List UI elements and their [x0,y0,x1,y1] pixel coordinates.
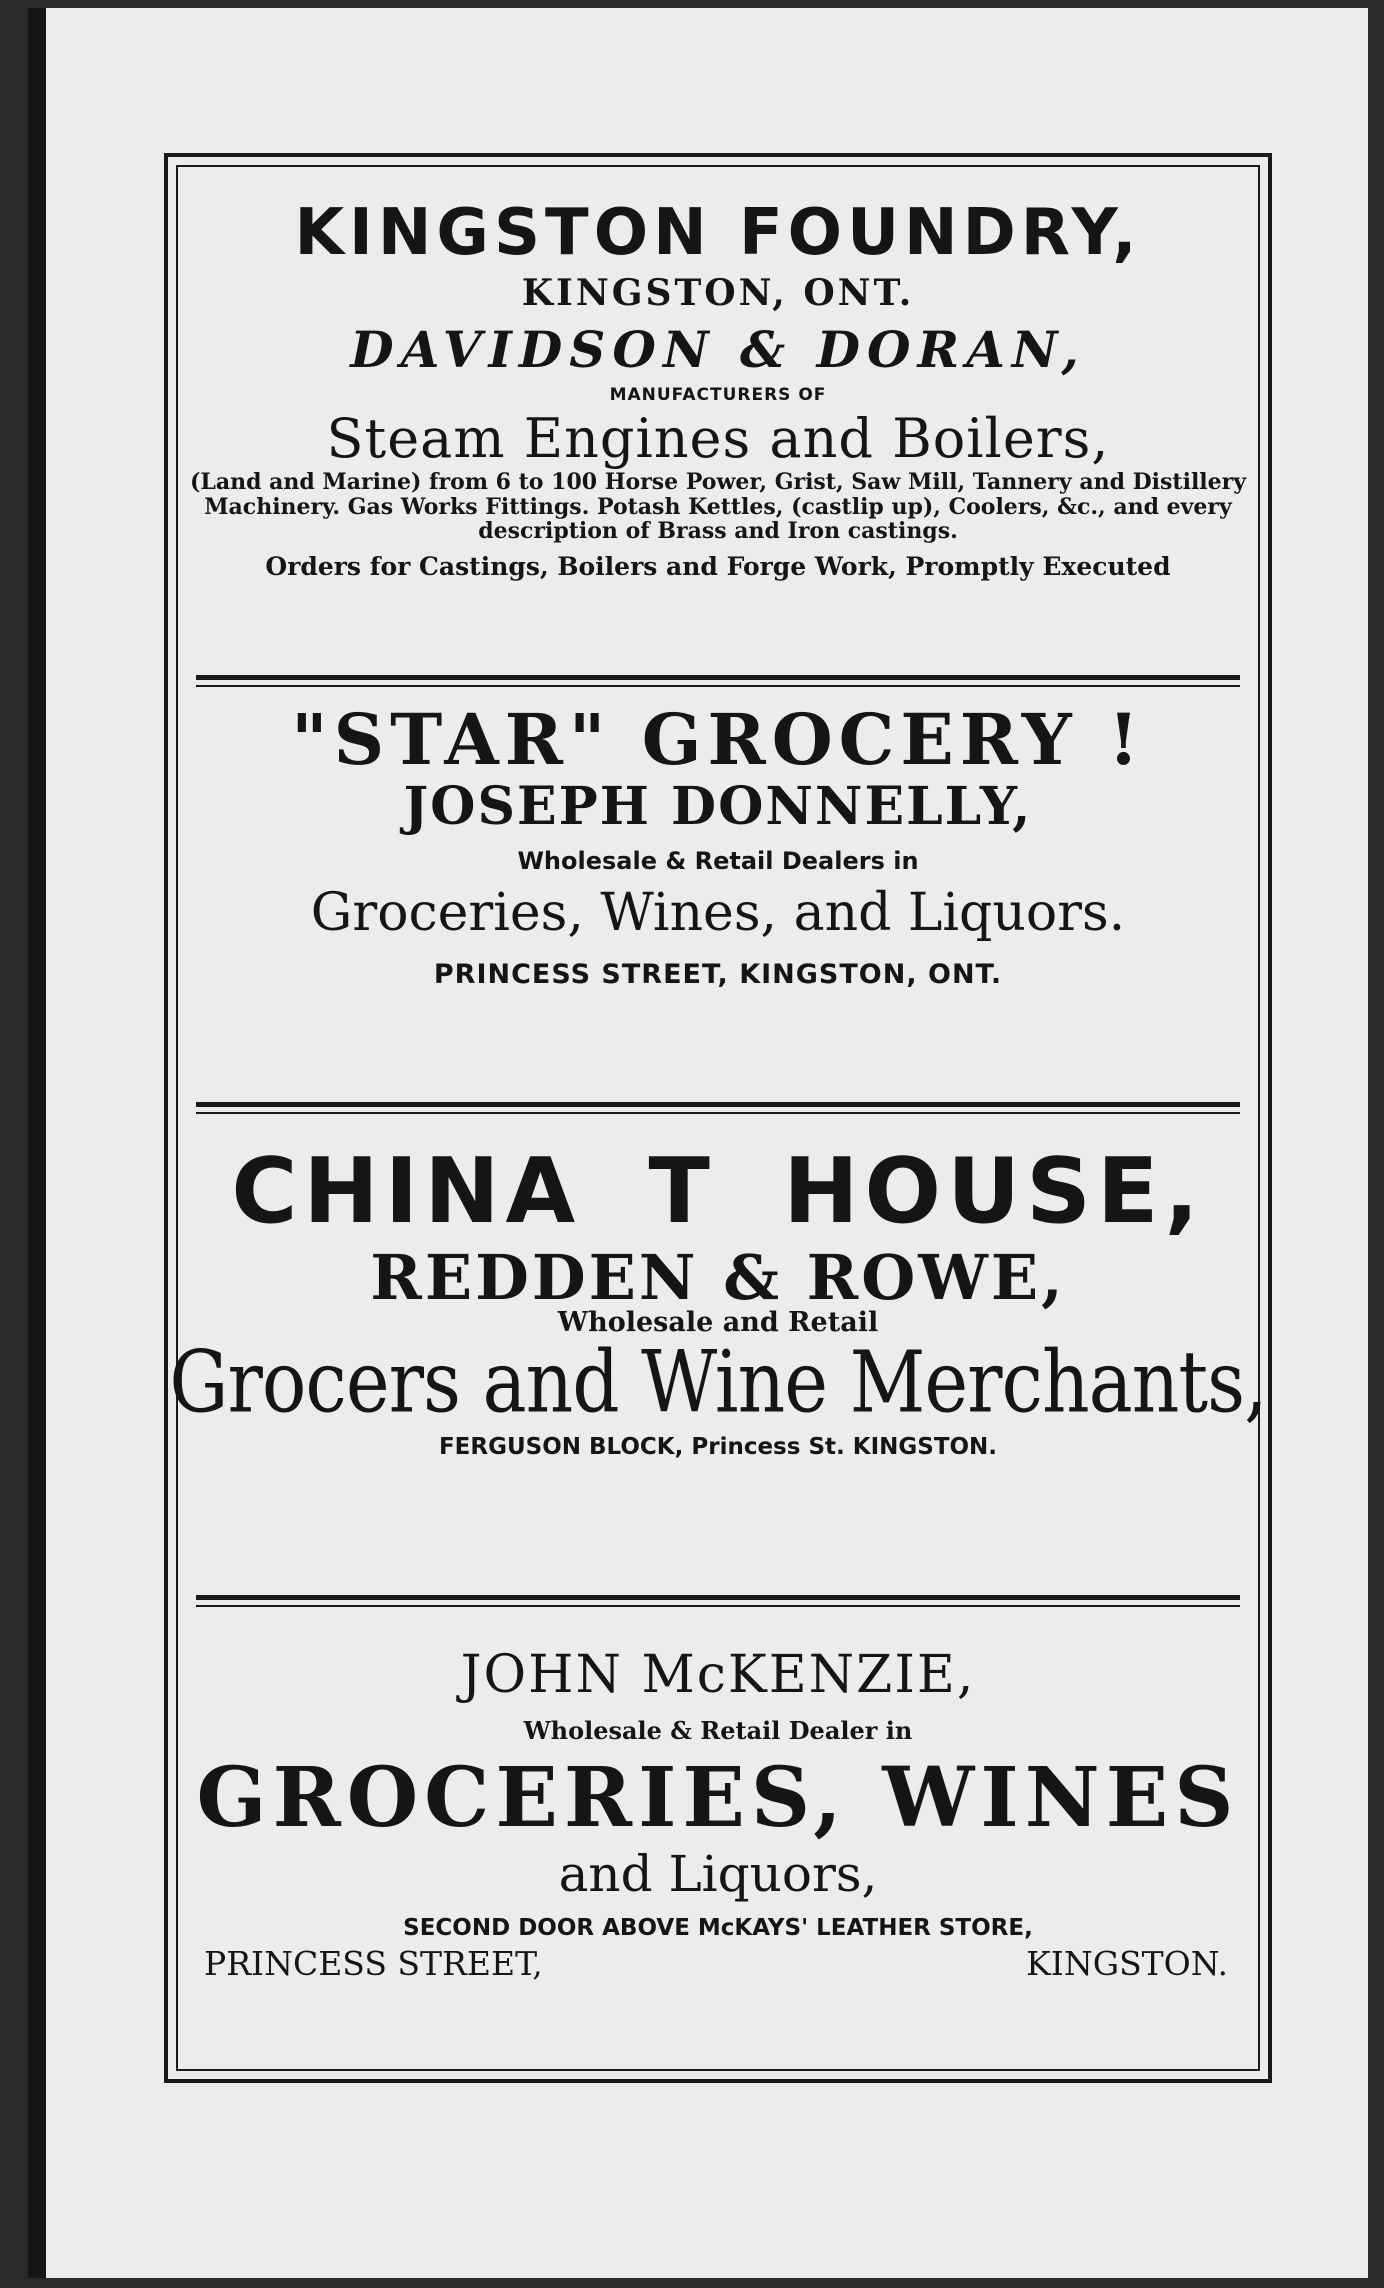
scanned-page [28,8,1368,2278]
china-address: FERGUSON BLOCK, Princess St. KINGSTON. [438,1434,998,1460]
divider-rule [196,1595,1240,1600]
mckenzie-street: PRINCESS STREET, [204,1944,543,1983]
mckenzie-location: SECOND DOOR ABOVE McKAYS' LEATHER STORE, [403,1915,1033,1941]
china-firm: REDDEN & ROWE, [370,1241,1066,1314]
china-wholesale: Wholesale and Retail [557,1307,879,1338]
mckenzie-dealer: Wholesale & Retail Dealer in [523,1716,913,1745]
ad-kingston-foundry [168,157,1268,579]
foundry-location: KINGSTON, ONT. [521,272,915,314]
divider-rule [196,675,1240,680]
foundry-firm: DAVIDSON & DORAN, [350,320,1086,379]
mckenzie-goods: GROCERIES, WINES [196,1750,1240,1846]
ad-china-t-house [168,1139,1268,1460]
star-title: "STAR" GROCERY ! [291,698,1145,781]
china-trade: Grocers and Wine Merchants, [169,1333,1267,1433]
star-goods: Groceries, Wines, and Liquors. [310,883,1126,943]
ad-john-mckenzie [168,1645,1268,1983]
ad-star-grocery [168,698,1268,990]
foundry-description: (Land and Marine) from 6 to 100 Horse Power, Grist, Saw Mill, Tannery and Distillery Machinery. Gas Works Fittings. Potash Kettles, (castlip up), Coolers, &c., and every description of Brass and Iron castings. [189,469,1247,545]
china-title: CHINA T HOUSE, [231,1139,1205,1244]
foundry-manufacturers-of: MANUFACTURERS OF [609,385,827,405]
star-address: PRINCESS STREET, KINGSTON, ONT. [433,959,1003,990]
mckenzie-liquors: and Liquors, [558,1845,878,1903]
foundry-product: Steam Engines and Boilers, [326,407,1110,470]
star-proprietor: JOSEPH DONNELLY, [403,776,1033,837]
mckenzie-address-row [168,1944,1268,1983]
foundry-orders: Orders for Castings, Boilers and Forge Work, Promptly Executed [265,551,1171,581]
divider-rule [196,1102,1240,1107]
foundry-title: KINGSTON FOUNDRY, [294,196,1142,270]
mckenzie-city: KINGSTON. [1026,1944,1228,1983]
advertisement-frame [164,153,1272,2083]
star-dealers: Wholesale & Retail Dealers in [517,847,919,875]
mckenzie-name: JOHN McKENZIE, [460,1645,976,1705]
